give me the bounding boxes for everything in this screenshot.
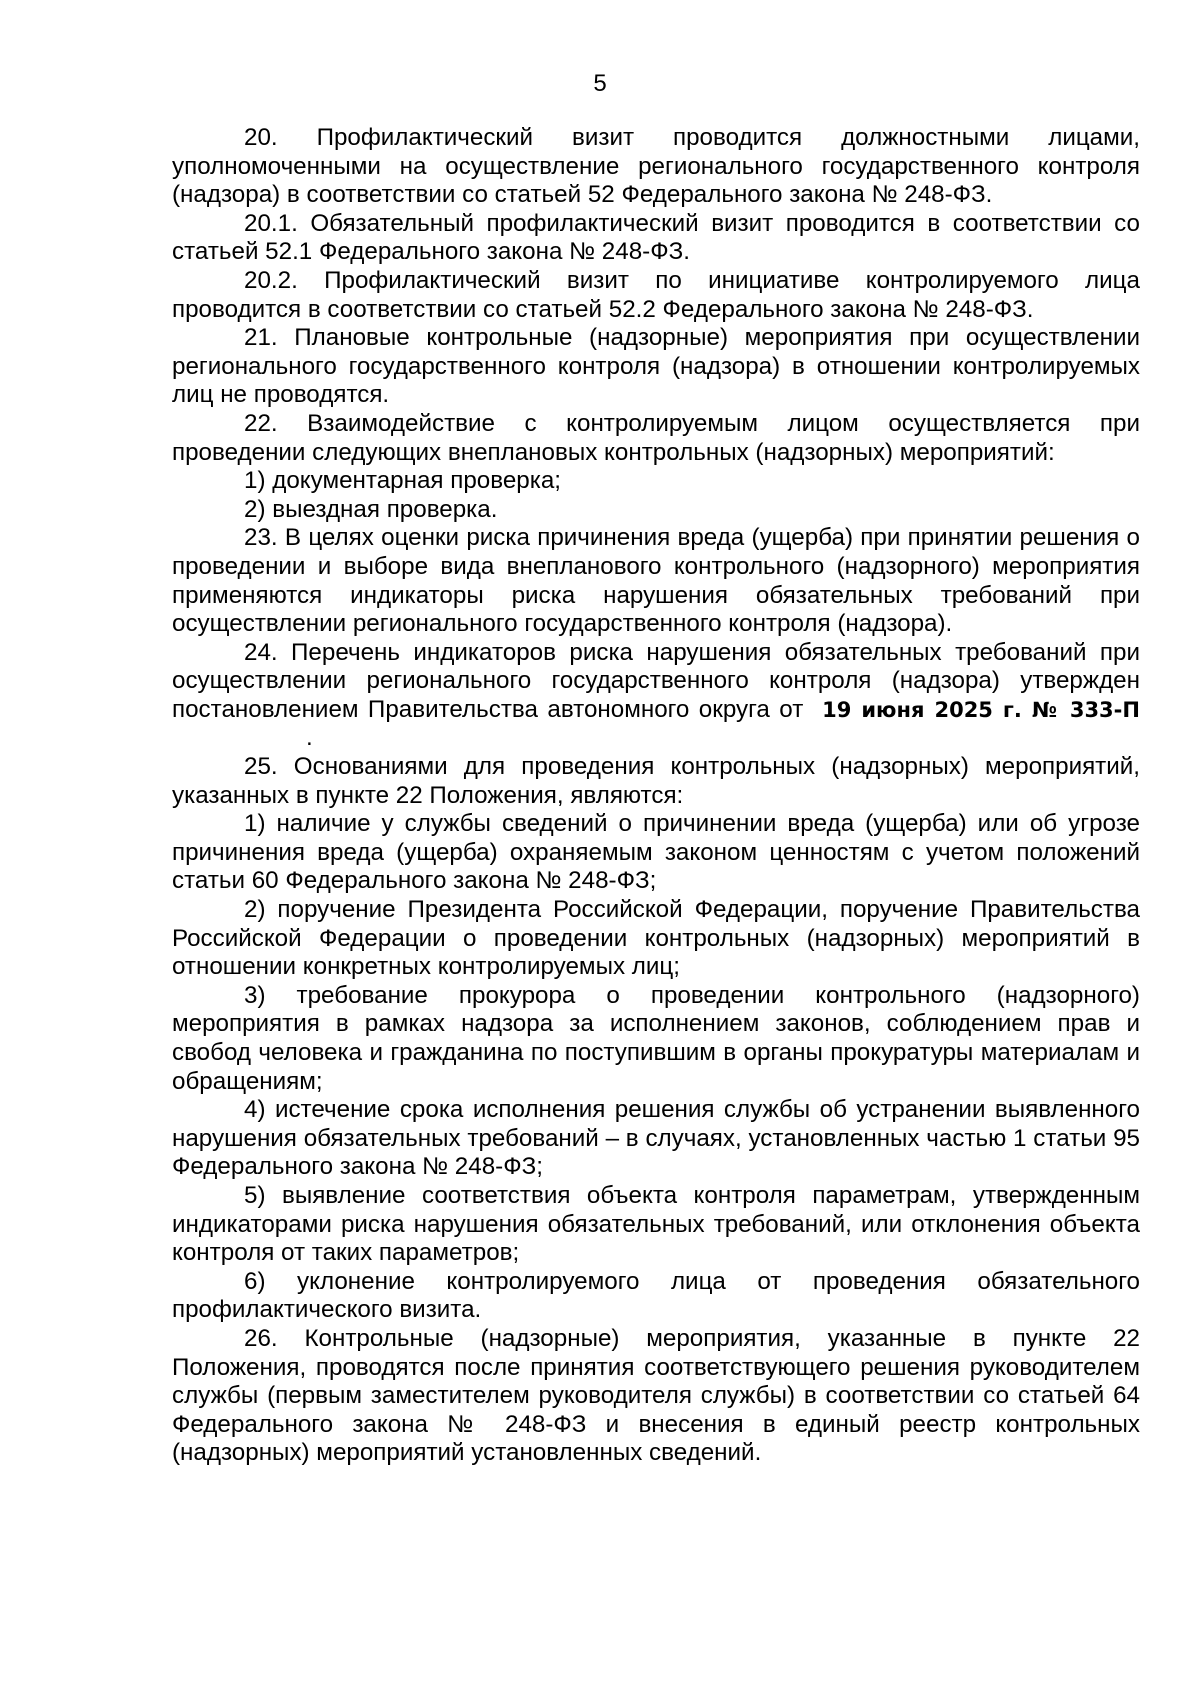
paragraph-26: [172, 1325, 1140, 1468]
item-number: 2): [244, 495, 266, 523]
page-number: 5: [593, 70, 607, 97]
paragraph-number: 21.: [244, 324, 278, 352]
paragraph-number: 20.1.: [244, 209, 298, 237]
paragraph-number: 20.: [244, 124, 278, 151]
item-text: поручение Президента Российской Федерации, поручение Правительства Российской Федерации о проведении контрольных (надзорных) мероприятий в отношении конкретных контролируемых лиц;: [172, 896, 1140, 981]
paragraph-21: [172, 324, 1140, 410]
item-text: выявление соответствия объекта контроля параметрам, утвержденным индикаторами риска нарушения обязательных требований, или отклонения объекта контроля от таких параметров;: [172, 1181, 1140, 1267]
date-prefix: от: [779, 695, 804, 723]
paragraph-25: [172, 753, 1140, 810]
paragraph-text: Плановые контрольные (надзорные) мероприятия при осуществлении регионального государственного контроля (надзора) в отношении контролируемых лиц не проводятся.: [172, 324, 1140, 409]
item-number: 1): [244, 810, 266, 838]
paragraph-number: 20.2.: [244, 266, 298, 294]
list-item-25-4: [172, 1096, 1140, 1182]
item-text: требование прокурора о проведении контрольного (надзорного) мероприятия в рамках надзора за исполнением законов, соблюдением прав и свобод человека и гражданина по поступившим в органы прокуратуры материалам и обращениям;: [172, 981, 1140, 1095]
list-item-25-1: [172, 810, 1140, 896]
list-item-25-5: [172, 1182, 1140, 1268]
paragraph-text: Контрольные (надзорные) мероприятия, указанные в пункте 22 Положения, проводятся после принятия соответствующего решения руководителем службы (первым заместителем руководителя службы) в соответствии со статьей 64 Федерального закона № 248-ФЗ и внесения в единый реестр контрольных (надзорных) мероприятий установленных сведений.: [172, 1324, 1140, 1467]
list-item-22-1: [172, 467, 1140, 496]
paragraph-number: 22.: [244, 409, 278, 437]
item-text: наличие у службы сведений о причинении вреда (ущерба) или об угрозе причинения вреда (ущерба) охраняемым законом ценностям с учетом положений статьи 60 Федерального закона № 248-ФЗ;: [172, 810, 1140, 895]
item-text: уклонение контролируемого лица от проведения обязательного профилактического визита.: [172, 1267, 1140, 1324]
paragraph-text: Перечень индикаторов риска нарушения обязательных требований при осуществлении регионального государственного контроля (надзора) утвержден постановлением Правительства автономного округа: [172, 638, 1140, 723]
item-text: документарная проверка;: [265, 467, 562, 495]
item-text: истечение срока исполнения решения службы об устранении выявленного нарушения обязательных требований – в случаях, установленных частью 1 статьи 95 Федерального закона № 248-ФЗ;: [172, 1096, 1140, 1181]
paragraph-number: 25.: [244, 753, 278, 781]
list-item-25-6: [172, 1268, 1140, 1325]
paragraph-20-1: [172, 210, 1140, 267]
paragraph-text: Профилактический визит проводится должностными лицами, уполномоченными на осуществление регионального государственного контроля (надзора) в соответствии со статьей 52 Федерального закона № 248-ФЗ.: [172, 124, 1140, 209]
paragraph-number: 26.: [244, 1324, 278, 1352]
item-number: 3): [244, 981, 266, 1009]
list-item-25-3: [172, 982, 1140, 1096]
paragraph-text: Профилактический визит по инициативе контролируемого лица проводится в соответствии со статьей 52.2 Федерального закона № 248-ФЗ.: [172, 266, 1140, 323]
item-number: 5): [244, 1181, 266, 1209]
document-body: [172, 124, 1140, 1468]
paragraph-24: [172, 639, 1140, 753]
item-number: 4): [244, 1096, 266, 1124]
paragraph-text: Обязательный профилактический визит проводится в соответствии со статьей 52.1 Федерального закона № 248-ФЗ.: [172, 209, 1140, 266]
list-item-25-2: [172, 896, 1140, 982]
paragraph-23: [172, 524, 1140, 638]
paragraph-number: 23.: [244, 524, 278, 552]
paragraph-text: Основаниями для проведения контрольных (надзорных) мероприятий, указанных в пункте 22 Положения, являются:: [172, 753, 1140, 809]
paragraph-20-2: [172, 267, 1140, 324]
item-number: 6): [244, 1267, 266, 1295]
registration-stamp: 19 июня 2025 г. № 333-П: [822, 697, 1140, 722]
paragraph-number: 24.: [244, 638, 278, 666]
item-number: 1): [244, 467, 266, 495]
item-text: выездная проверка.: [265, 495, 498, 523]
sentence-end: .: [306, 724, 313, 752]
item-number: 2): [244, 896, 266, 924]
paragraph-20: [172, 124, 1140, 210]
list-item-22-2: [172, 496, 1140, 525]
paragraph-text: В целях оценки риска причинения вреда (ущерба) при принятии решения о проведении и выборе вида внепланового контрольного (надзорного) мероприятия применяются индикаторы риска нарушения обязательных требований при осуществлении регионального государственного контроля (надзора).: [172, 524, 1140, 638]
paragraph-text: Взаимодействие с контролируемым лицом осуществляется при проведении следующих внеплановых контрольных (надзорных) мероприятий:: [172, 409, 1140, 466]
paragraph-22: [172, 410, 1140, 467]
